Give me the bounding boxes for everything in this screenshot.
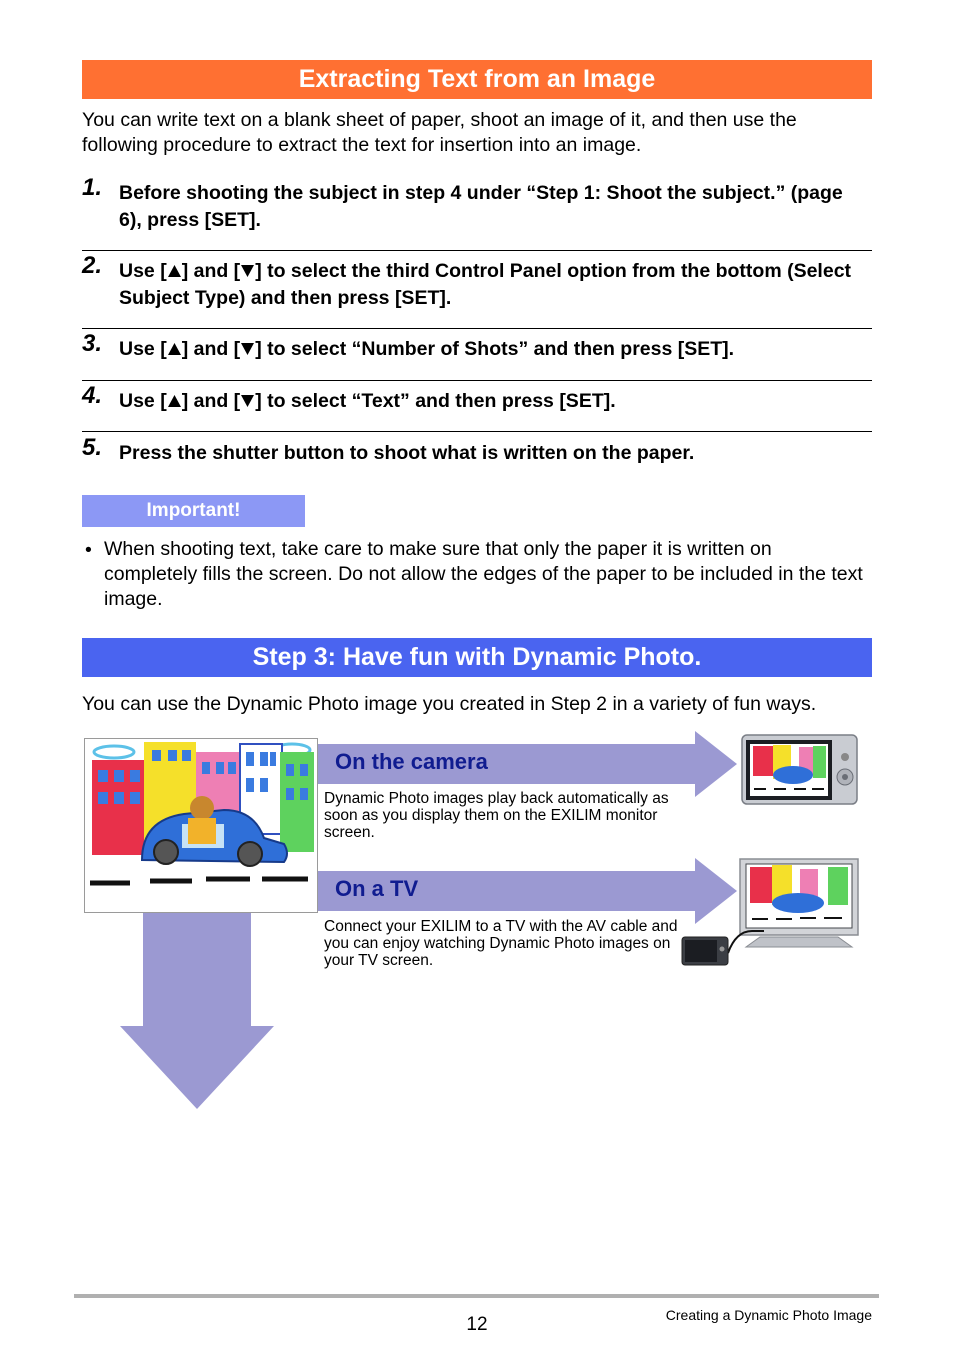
- section-title-dynamic-photo: Step 3: Have fun with Dynamic Photo.: [82, 638, 872, 677]
- on-tv-title: On a TV: [335, 876, 419, 901]
- on-camera-title: On the camera: [335, 749, 488, 774]
- section-title-extracting-text: Extracting Text from an Image: [82, 60, 872, 99]
- tv-with-camera-icon: [680, 857, 860, 969]
- step-number: 5.: [82, 434, 103, 461]
- on-tv-desc: Connect your EXILIM to a TV with the AV cable and you can enjoy watching Dynamic Photo images on your TV screen.: [324, 918, 678, 969]
- step-text: Use [ ] and [ ] to select “Text” and then press [SET].: [119, 390, 616, 412]
- important-label: Important!: [82, 495, 305, 527]
- step-text: Before shooting the subject in step 4 under “Step 1: Shoot the subject.” (page 6), press [SET].: [119, 182, 843, 231]
- page-number: 12: [466, 1314, 488, 1335]
- important-note: When shooting text, take care to make sure that only the paper it is written on completely fills the screen. Do not allow the edges of the paper to be included in the text image.: [104, 538, 863, 610]
- on-camera-desc: Dynamic Photo images play back automatically as soon as you display them on the EXILIM monitor screen.: [324, 790, 669, 841]
- down-arrow-shape: [120, 912, 274, 1109]
- bullet-icon: •: [85, 539, 92, 561]
- step-number: 1.: [82, 174, 103, 201]
- step-text: Press the shutter button to shoot what is written on the paper.: [119, 442, 695, 464]
- step-text: Use [ ] and [ ] to select the third Control Panel option from the bottom (Select Subject Type) and then press [SET].: [119, 260, 852, 309]
- child-drawing-image: [84, 738, 318, 913]
- camera-icon: [741, 733, 859, 806]
- section1-intro: You can write text on a blank sheet of paper, shoot an image of it, and then use the following procedure to extract the text for insertion into an image.: [82, 109, 797, 156]
- step-number: 3.: [82, 330, 103, 357]
- step-number: 4.: [82, 382, 103, 409]
- step-number: 2.: [82, 252, 103, 279]
- section2-intro: You can use the Dynamic Photo image you created in Step 2 in a variety of fun ways.: [82, 693, 817, 715]
- step-text: Use [ ] and [ ] to select “Number of Shots” and then press [SET].: [119, 338, 735, 360]
- footer-divider: [74, 1294, 879, 1298]
- footer-chapter-title: Creating a Dynamic Photo Image: [665, 1307, 872, 1323]
